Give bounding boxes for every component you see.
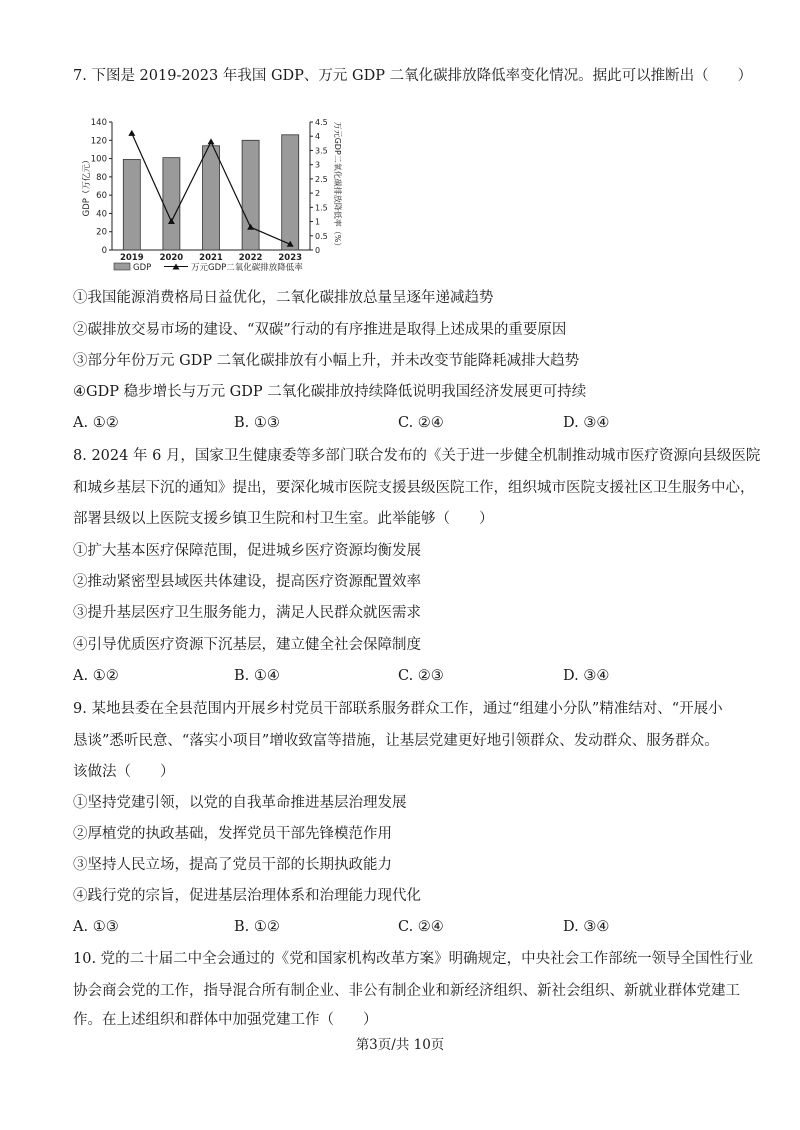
q7-option-a: A. ①②: [73, 415, 119, 431]
left-tick-label: 60: [96, 191, 107, 202]
x-tick-labels: [120, 253, 302, 263]
q7-item-1: ①我国能源消费格局日益优化，二氧化碳排放总量呈逐年递减趋势: [73, 290, 494, 306]
right-tick-label: 4.5: [315, 118, 328, 127]
right-tick-label: 3: [315, 160, 321, 170]
x-tick-label: 2022: [238, 253, 263, 263]
q9-option-d: D. ③④: [563, 919, 610, 935]
legend: [114, 262, 303, 273]
left-tick-label: 140: [90, 118, 107, 128]
right-axis-label: 万元GDP二氧化碳排放降低率（%）: [333, 121, 342, 251]
q9-option-b: B. ①②: [234, 919, 280, 935]
q9-item-1: ①坚持党建引领，以党的自我革命推进基层治理发展: [73, 795, 407, 811]
legend-rate-label: 万元GDP二氧化碳排放降低率: [191, 263, 303, 273]
legend-gdp-label: GDP: [133, 263, 152, 273]
q8-stem-line-1: 8. 2024 年 6 月，国家卫生健康委等多部门联合发布的《关于进一步健全机制推动城市医疗资源向县级医院: [73, 448, 761, 464]
q9-item-4: ④践行党的宗旨，促进基层治理体系和治理能力现代化: [73, 888, 421, 904]
left-axis-label: GDP（万亿元）: [82, 155, 92, 217]
q10-stem-line-2: 协会商会党的工作，指导混合所有制企业、非公有制企业和新经济组织、新社会组织、新就业群体党建工: [73, 983, 740, 999]
left-tick-label: 0: [101, 246, 107, 256]
right-tick-label: 2: [315, 189, 321, 199]
q8-item-1: ①扩大基本医疗保障范围，促进城乡医疗资源均衡发展: [73, 543, 421, 559]
q8-item-3: ③提升基层医疗卫生服务能力，满足人民群众就医需求: [73, 605, 421, 621]
gdp-bar: [203, 146, 220, 250]
gdp-bar: [282, 135, 299, 250]
q9-stem-line-3: 该做法（ ）: [73, 764, 175, 780]
gdp-bar: [242, 140, 259, 250]
x-tick-label: 2019: [119, 253, 144, 263]
rate-marker: [208, 138, 215, 144]
left-tick-label: 100: [90, 154, 107, 165]
q8-item-2: ②推动紧密型县域医共体建设，提高医疗资源配置效率: [73, 574, 421, 590]
x-tick-label: 2023: [278, 253, 303, 263]
left-tick-labels: [91, 118, 112, 256]
q7-option-d: D. ③④: [563, 415, 610, 431]
q9-item-2: ②厚植党的执政基础，发挥党员干部先锋模范作用: [73, 826, 392, 842]
q7-item-2: ②碳排放交易市场的建设、“双碳”行动的有序推进是取得上述成果的重要原因: [73, 322, 567, 338]
q10-stem-line-3: 作。在上述组织和群体中加强党建工作（ ）: [73, 1012, 378, 1028]
q9-stem-line-1: 9. 某地县委在全县范围内开展乡村党员干部联系服务群众工作，通过“组建小分队”精准结对、“开展小: [73, 701, 723, 717]
right-tick-label: 3.5: [315, 146, 328, 156]
gdp-bar: [163, 158, 180, 250]
q7-item-4: ④GDP 稳步增长与万元 GDP 二氧化碳排放持续降低说明我国经济发展更可持续: [73, 384, 587, 400]
page-footer: 第3页/共 10页: [355, 1037, 445, 1053]
right-tick-label: 2.5: [315, 174, 328, 184]
right-tick-label: 0.5: [315, 231, 328, 241]
x-tick-label: 2021: [199, 253, 223, 263]
q9-option-c: C. ②④: [398, 919, 444, 935]
chart: [82, 108, 342, 278]
left-tick-label: 120: [90, 136, 107, 147]
q7-option-c: C. ②④: [398, 415, 444, 431]
left-tick-label: 80: [96, 172, 107, 183]
gdp-bar: [123, 159, 140, 250]
right-tick-label: 1: [315, 217, 321, 227]
q8-stem-line-2: 和城乡基层下沉的通知》提出，要深化城市医院支援县级医院工作，组织城市医院支援社区卫生服务中心，: [73, 480, 755, 496]
right-tick-labels: [310, 118, 328, 255]
q8-stem-line-3: 部署县级以上医院支援乡镇卫生院和村卫生室。此举能够（ ）: [73, 511, 494, 527]
q7-stem: 7. 下图是 2019-2023 年我国 GDP、万元 GDP 二氧化碳排放降低率变化情况。据此可以推断出（ ）: [73, 68, 753, 84]
q9-option-a: A. ①③: [73, 919, 119, 935]
x-tick-label: 2020: [159, 253, 184, 263]
q9-item-3: ③坚持人民立场，提高了党员干部的长期执政能力: [73, 857, 392, 873]
q8-item-4: ④引导优质医疗资源下沉基层，建立健全社会保障制度: [73, 637, 421, 653]
legend-gdp-swatch: [114, 263, 130, 270]
left-tick-label: 20: [96, 227, 107, 238]
q7-item-3: ③部分年份万元 GDP 二氧化碳排放有小幅上升，并未改变节能降耗减排大趋势: [73, 353, 580, 369]
q8-option-c: C. ②③: [398, 668, 444, 684]
right-tick-label: 0: [315, 246, 321, 255]
left-tick-label: 40: [96, 209, 107, 220]
q8-option-b: B. ①④: [234, 668, 280, 684]
gdp-bars: [123, 135, 298, 250]
rate-marker: [128, 130, 135, 136]
q8-option-a: A. ①②: [73, 668, 119, 684]
right-tick-label: 4: [315, 132, 321, 142]
q9-stem-line-2: 恳谈”悉听民意、“落实小项目”增收致富等措施，让基层党建更好地引领群众、发动群众、服务群众。: [73, 733, 719, 749]
q8-option-d: D. ③④: [563, 668, 610, 684]
q7-option-b: B. ①③: [234, 415, 280, 431]
right-tick-label: 1.5: [315, 203, 328, 213]
q10-stem-line-1: 10. 党的二十届二中全会通过的《党和国家机构改革方案》明确规定，中央社会工作部统一领导全国性行业: [73, 951, 754, 967]
